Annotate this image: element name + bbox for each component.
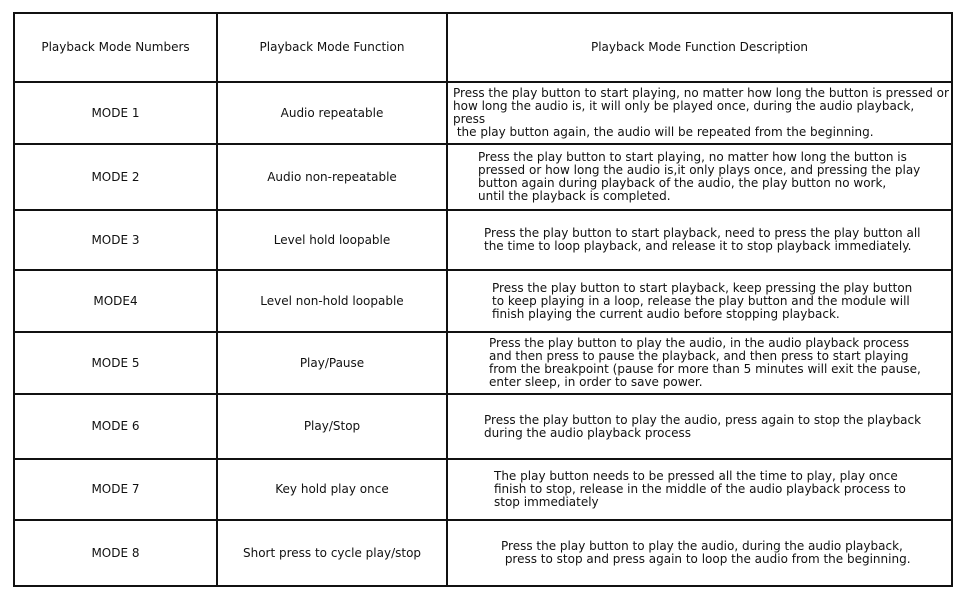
mode-function-cell: Short press to cycle play/stop (217, 520, 447, 586)
mode-function-cell: Audio repeatable (217, 82, 447, 144)
table-row (14, 144, 952, 210)
table-row (14, 332, 952, 394)
mode-description-cell (447, 459, 952, 520)
playback-mode-table (13, 12, 953, 587)
mode-number-cell: MODE 3 (14, 210, 217, 270)
mode-function-cell: Play/Pause (217, 332, 447, 394)
mode-description-cell (447, 144, 952, 210)
description-line: Press the play button to start playing, no matter how long the button is pressed or (453, 86, 949, 100)
table-row (14, 459, 952, 520)
mode-function-cell: Level hold loopable (217, 210, 447, 270)
mode-number-cell: MODE 7 (14, 459, 217, 520)
header-mode-function: Playback Mode Function (217, 13, 447, 82)
description-line: until the playback is completed. (478, 189, 671, 203)
description-line: Press the play button to play the audio, press again to stop the playback (484, 412, 922, 427)
description-line: pressed or how long the audio is,it only plays once, and pressing the play (478, 163, 921, 177)
description-line: finish to stop, release in the middle of the audio playback process to (494, 482, 906, 496)
mode-function-cell: Level non-hold loopable (217, 270, 447, 332)
mode-description-cell (447, 332, 952, 394)
mode-number-cell: MODE 2 (14, 144, 217, 210)
description-line: press to stop and press again to loop the audio from the beginning. (501, 552, 911, 566)
description-line: from the breakpoint (pause for more than 5 minutes will exit the pause, (489, 362, 921, 376)
description-line: Press the play button to start playback, need to press the play button all (484, 226, 921, 240)
header-row (14, 13, 952, 82)
description-line: during the audio playback process (484, 425, 691, 440)
mode-number-cell: MODE 1 (14, 82, 217, 144)
description-line: the time to loop playback, and release it to stop playback immediately. (484, 239, 912, 253)
mode-number-cell: MODE 5 (14, 332, 217, 394)
description-line: to keep playing in a loop, release the play button and the module will (492, 293, 910, 308)
description-line: how long the audio is, it will only be played once, during the audio playback, press (453, 99, 915, 126)
table-row (14, 520, 952, 586)
description-line: button again during playback of the audio, the play button no work, (478, 176, 887, 190)
description-line: Press the play button to start playing, no matter how long the button is (478, 150, 907, 164)
mode-function-cell: Audio non-repeatable (217, 144, 447, 210)
header-mode-numbers: Playback Mode Numbers (14, 13, 217, 82)
mode-description-cell (447, 270, 952, 332)
mode-description-cell (447, 82, 952, 144)
table-row (14, 270, 952, 332)
mode-function-cell: Key hold play once (217, 459, 447, 520)
mode-number-cell: MODE 6 (14, 394, 217, 459)
description-line: finish playing the current audio before stopping playback. (492, 306, 840, 321)
mode-description-cell (447, 210, 952, 270)
description-line: The play button needs to be pressed all the time to play, play once (494, 469, 898, 483)
mode-number-cell: MODE4 (14, 270, 217, 332)
description-line: the play button again, the audio will be repeated from the beginning. (453, 125, 874, 139)
description-line: Press the play button to play the audio, during the audio playback, (501, 539, 903, 553)
description-line: enter sleep, in order to save power. (489, 375, 703, 389)
mode-function-cell: Play/Stop (217, 394, 447, 459)
table-row (14, 210, 952, 270)
mode-number-cell: MODE 8 (14, 520, 217, 586)
description-line: stop immediately (494, 495, 599, 509)
table-row (14, 394, 952, 459)
description-line: Press the play button to play the audio, in the audio playback process (489, 336, 910, 350)
description-line: and then press to pause the playback, and then press to start playing (489, 349, 909, 363)
mode-description-cell (447, 394, 952, 459)
mode-description-cell (447, 520, 952, 586)
description-line: Press the play button to start playback, keep pressing the play button (492, 280, 913, 295)
header-mode-description: Playback Mode Function Description (447, 13, 952, 82)
table-row (14, 82, 952, 144)
